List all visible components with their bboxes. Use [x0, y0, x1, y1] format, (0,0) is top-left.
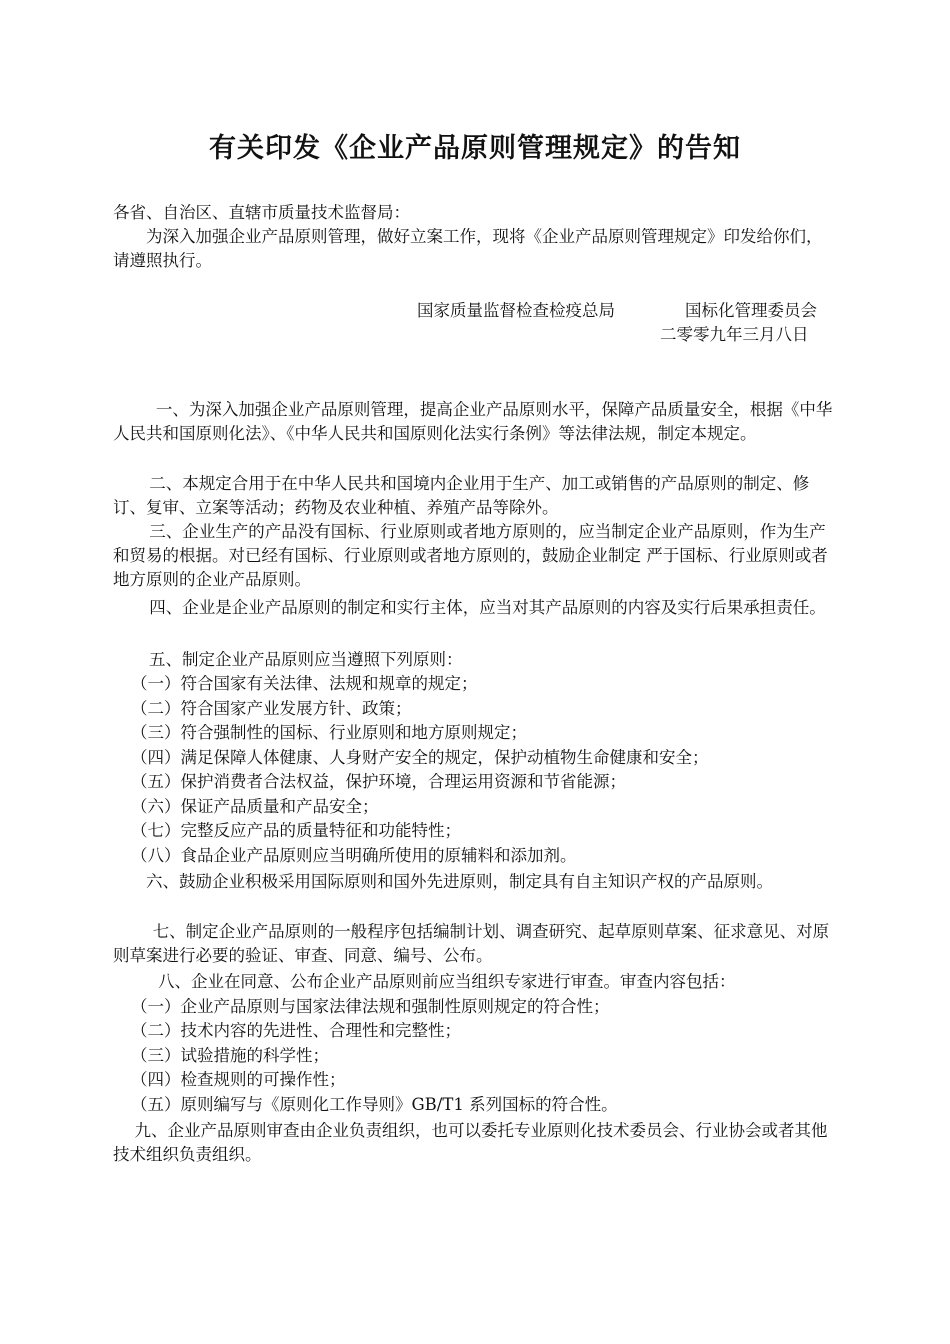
intro-paragraph: 为深入加强企业产品原则管理，做好立案工作，现将《企业产品原则管理规定》印发给你们，请遵照执行。 — [113, 227, 823, 270]
article-5-item: （二）符合国家产业发展方针、政策； — [131, 699, 412, 718]
article-5-item: （一）符合国家有关法律、法规和规章的规定； — [131, 674, 478, 693]
article-5-item: （七）完整反应产品的质量特征和功能特性； — [131, 821, 461, 840]
article-7: 七、制定企业产品原则的一般程序包括编制计划、调查研究、起草原则草案、征求意见、对原则草案进行必要的验证、审查、同意、编号、公布。 — [113, 922, 830, 965]
document-title: 有关印发《企业产品原则管理规定》的告知 — [209, 133, 741, 164]
article-5-item: （五）保护消费者合法权益，保护环境，合理运用资源和节省能源； — [131, 772, 626, 791]
article-3: 三、企业生产的产品没有国标、行业原则或者地方原则的，应当制定企业产品原则，作为生产和贸易的根据。对已经有国标、行业原则或者地方原则的，鼓励企业制定 严于国标、行业原则或者地方原则的企业产品原则。 — [113, 522, 828, 589]
article-8-item: （五）原则编写与《原则化工作导则》GB/T1 系列国标的符合性。 — [131, 1095, 618, 1114]
article-8-item: （一）企业产品原则与国家法律法规和强制性原则规定的符合性； — [131, 997, 610, 1016]
article-9: 九、企业产品原则审查由企业负责组织，也可以委托专业原则化技术委员会、行业协会或者其他技术组织负责组织。 — [113, 1121, 828, 1164]
article-5-item: （六）保证产品质量和产品安全； — [131, 797, 379, 816]
article-8-item: （三）试验措施的科学性； — [131, 1046, 329, 1065]
article-4: 四、企业是企业产品原则的制定和实行主体，应当对其产品原则的内容及实行后果承担责任。 — [149, 598, 826, 617]
article-5-item: （八）食品企业产品原则应当明确所使用的原辅料和添加剂。 — [131, 846, 577, 865]
article-5: 五、制定企业产品原则应当遵照下列原则： — [149, 650, 463, 669]
article-5-item: （四）满足保障人体健康、人身财产安全的规定，保护动植物生命健康和安全； — [131, 748, 709, 767]
article-2: 二、本规定合用于在中华人民共和国境内企业用于生产、加工或销售的产品原则的制定、修订、复审、立案等活动；药物及农业种植、养殖产品等除外。 — [113, 474, 810, 517]
signer-org-1: 国家质量监督检查检疫总局 — [417, 301, 615, 320]
article-5-item: （三）符合强制性的国标、行业原则和地方原则规定； — [131, 723, 527, 742]
article-6: 六、鼓励企业积极采用国际原则和国外先进原则，制定具有自主知识产权的产品原则。 — [146, 872, 773, 891]
article-8: 八、企业在同意、公布企业产品原则前应当组织专家进行审查。审查内容包括： — [158, 972, 736, 991]
article-8-item: （四）检查规则的可操作性； — [131, 1070, 346, 1089]
article-8-item: （二）技术内容的先进性、合理性和完整性； — [131, 1021, 461, 1040]
article-1: 一、为深入加强企业产品原则管理，提高企业产品原则水平，保障产品质量安全，根据《中华人民共和国原则化法》、《中华人民共和国原则化法实行条例》等法律法规，制定本规定。 — [113, 400, 833, 443]
signature-date: 二零零九年三月八日 — [660, 325, 809, 344]
salutation: 各省、自治区、直辖市质量技术监督局： — [113, 203, 410, 222]
signer-org-2: 国标化管理委员会 — [685, 301, 817, 320]
